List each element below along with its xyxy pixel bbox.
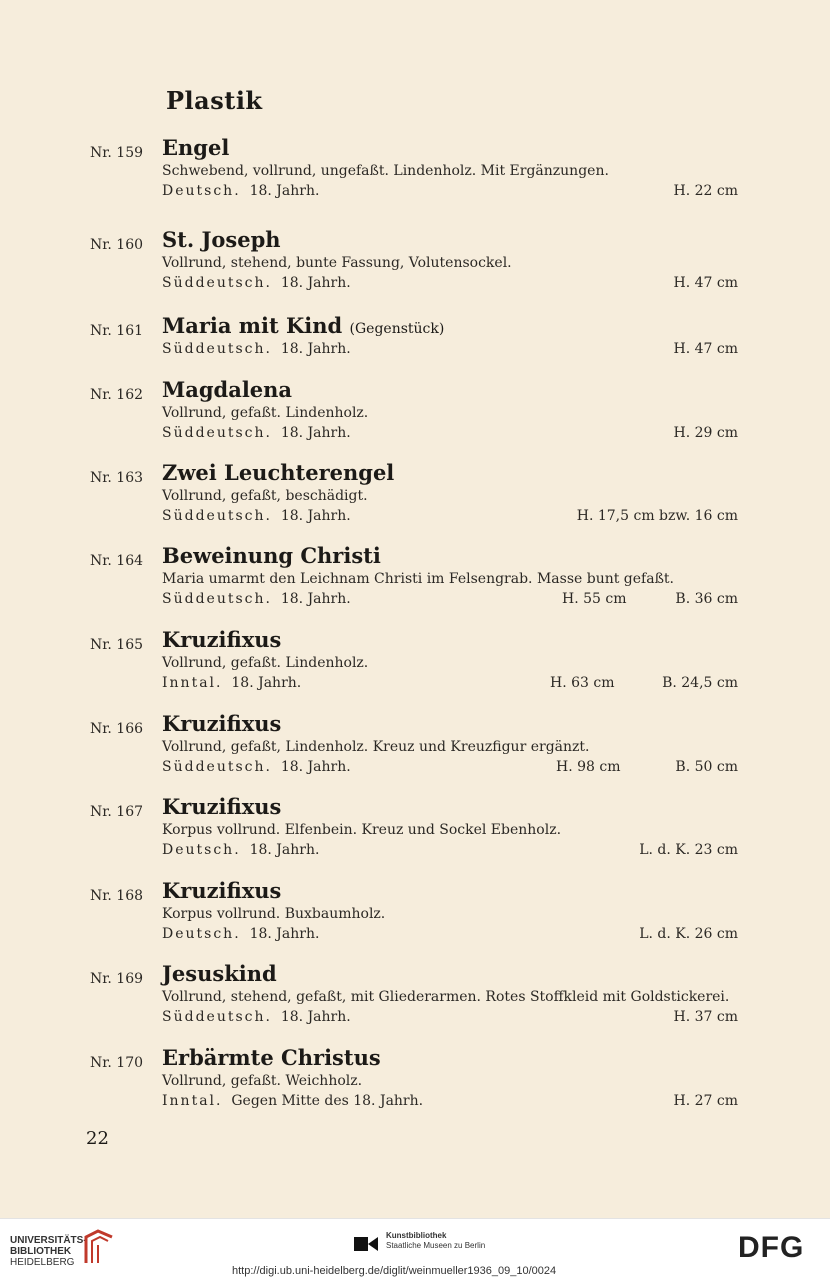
entry-description: Vollrund, gefaßt. Lindenholz. [162,655,369,671]
entry-origin: Deutsch. 18. Jahrh. [162,842,320,858]
entry-dimension: H. 47 cm [673,275,738,291]
entry-number: Nr. 169 [90,971,144,987]
entry-description: Vollrund, gefaßt, Lindenholz. Kreuz und Kreuzfigur ergänzt. [162,739,590,755]
entry-dimension: H. 47 cm [673,341,738,357]
entry-height: H. 63 cm [550,675,615,691]
entry-origin: Inntal. 18. Jahrh. [162,675,302,691]
catalogue-entry [0,543,830,623]
entry-number: Nr. 168 [90,888,144,904]
entry-number: Nr. 170 [90,1055,144,1071]
entry-width: B. 50 cm [675,759,738,775]
entry-origin: Süddeutsch. 18. Jahrh. [162,1009,351,1025]
entry-number: Nr. 161 [90,323,144,339]
catalogue-entry [0,878,830,958]
entry-origin: Süddeutsch. 18. Jahrh. [162,591,351,607]
entry-title: Kruzifixus [162,794,282,819]
entry-title: Jesuskind [162,961,277,986]
entry-description: Schwebend, vollrund, ungefaßt. Lindenholz. Mit Ergänzungen. [162,163,609,179]
entry-description: Korpus vollrund. Elfenbein. Kreuz und Sockel Ebenholz. [162,822,562,838]
entry-dimension: H. 22 cm [673,183,738,199]
page-number: 22 [86,1128,109,1149]
entry-description: Vollrund, gefaßt, beschädigt. [162,488,368,504]
entry-description: Maria umarmt den Leichnam Christi im Felsengrab. Masse bunt gefaßt. [162,571,675,587]
catalogue-entry [0,460,830,540]
entry-title: St. Joseph [162,227,281,252]
kunstbibliothek-label[interactable]: Kunstbibliothek Staatliche Museen zu Berlin [386,1231,486,1250]
entry-description: Vollrund, stehend, bunte Fassung, Volutensockel. [162,255,512,271]
entry-description: Vollrund, gefaßt. Lindenholz. [162,405,369,421]
entry-origin: Inntal. Gegen Mitte des 18. Jahrh. [162,1093,424,1109]
viewer-footer [0,1218,830,1279]
entry-number: Nr. 166 [90,721,144,737]
entry-height: H. 98 cm [556,759,621,775]
source-url[interactable]: http://digi.ub.uni-heidelberg.de/diglit/weinmueller1936_09_10/0024 [232,1265,557,1277]
catalogue-entry [0,227,830,307]
entry-origin: Süddeutsch. 18. Jahrh. [162,341,351,357]
entry-title: Zwei Leuchterengel [162,460,395,485]
entry-description: Vollrund, gefaßt. Weichholz. [162,1073,363,1089]
entry-dimension: H. 37 cm [673,1009,738,1025]
dfg-logo[interactable]: DFG [738,1231,805,1264]
library-crest-icon [82,1227,116,1267]
university-library-logo-text[interactable]: UNIVERSITÄTS- BIBLIOTHEK HEIDELBERG [10,1235,87,1268]
section-heading: Plastik [166,86,263,115]
catalogue-entry [0,627,830,707]
entry-dimension: L. d. K. 26 cm [639,926,738,942]
entry-title: Erbärmte Christus [162,1045,381,1070]
catalogue-entry [0,1045,830,1125]
entry-title: Kruzifixus [162,878,282,903]
entry-origin: Süddeutsch. 18. Jahrh. [162,425,351,441]
entry-width: B. 36 cm [675,591,738,607]
entry-dimension: L. d. K. 23 cm [639,842,738,858]
entry-dimension: H. 27 cm [673,1093,738,1109]
entry-title: Beweinung Christi [162,543,381,568]
catalogue-entry [0,794,830,874]
entry-number: Nr. 159 [90,145,144,161]
entry-origin: Süddeutsch. 18. Jahrh. [162,275,351,291]
entry-dimension: H. 17,5 cm bzw. 16 cm [576,508,738,524]
entry-origin: Süddeutsch. 18. Jahrh. [162,508,351,524]
entry-number: Nr. 164 [90,553,144,569]
entry-title: Kruzifixus [162,711,282,736]
entry-description: Vollrund, stehend, gefaßt, mit Gliederarmen. Rotes Stoffkleid mit Goldstickerei. [162,989,730,1005]
entry-title: Engel [162,135,230,160]
catalogue-entry [0,961,830,1041]
catalogue-entry [0,377,830,457]
entry-number: Nr. 162 [90,387,144,403]
entry-number: Nr. 165 [90,637,144,653]
kunstbibliothek-icon [354,1233,378,1255]
catalogue-entry [0,711,830,791]
catalogue-entry [0,135,830,215]
entry-width: B. 24,5 cm [662,675,738,691]
entry-title: Kruzifixus [162,627,282,652]
entry-origin: Deutsch. 18. Jahrh. [162,926,320,942]
entry-title: Magdalena [162,377,293,402]
entry-title: Maria mit Kind (Gegenstück) [162,313,445,338]
entry-number: Nr. 160 [90,237,144,253]
entry-number: Nr. 163 [90,470,144,486]
entry-origin: Süddeutsch. 18. Jahrh. [162,759,351,775]
entry-description: Korpus vollrund. Buxbaumholz. [162,906,386,922]
entry-number: Nr. 167 [90,804,144,820]
entry-origin: Deutsch. 18. Jahrh. [162,183,320,199]
entry-dimension: H. 29 cm [673,425,738,441]
entry-height: H. 55 cm [562,591,627,607]
